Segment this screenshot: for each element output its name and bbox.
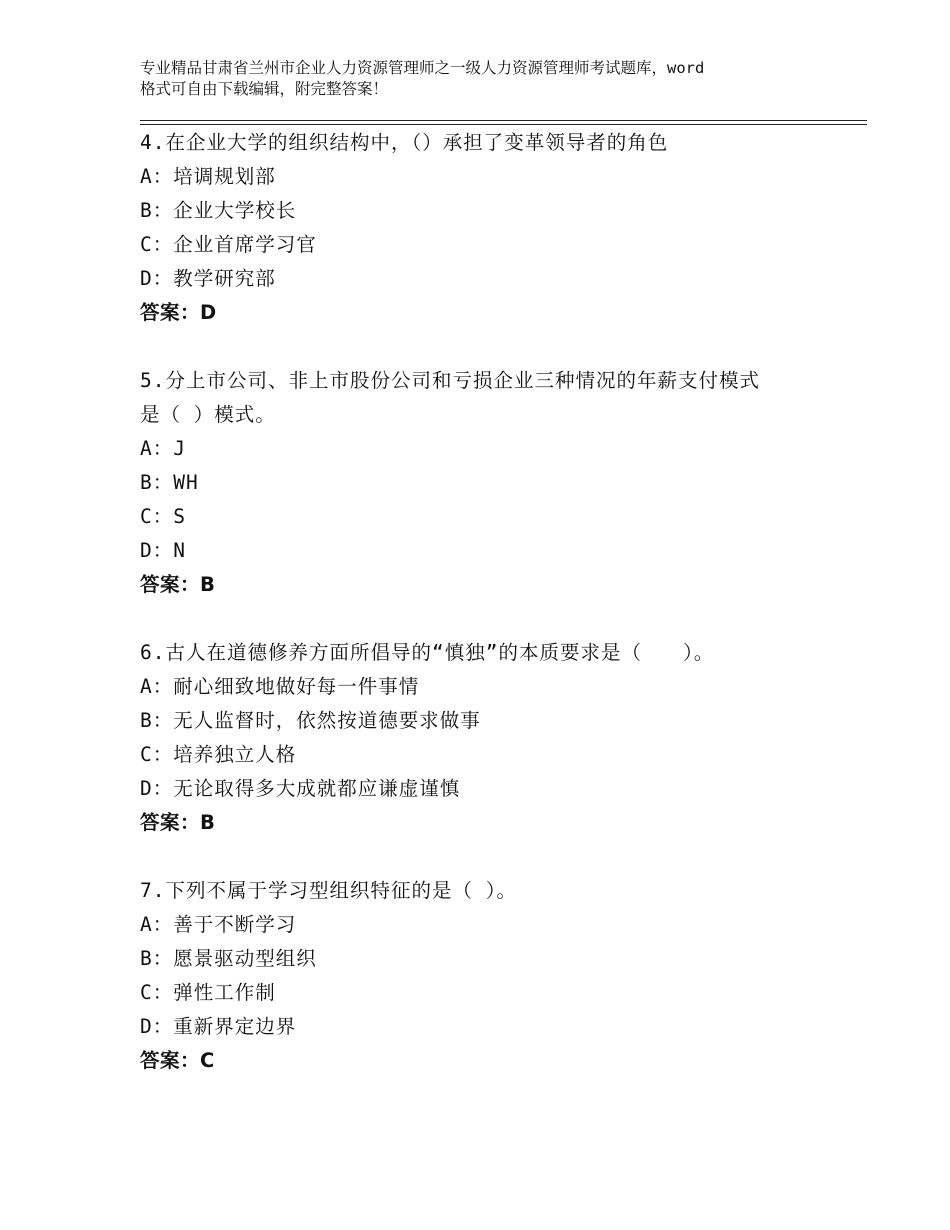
question-stem: 7.下列不属于学习型组织特征的是（ ）。 bbox=[140, 879, 517, 902]
question-5 bbox=[140, 364, 860, 602]
option-b: B：愿景驱动型组织 bbox=[140, 947, 317, 970]
option-a: A：培调规划部 bbox=[140, 165, 276, 188]
answer-label: 答案：C bbox=[140, 1049, 215, 1072]
option-c: C：弹性工作制 bbox=[140, 981, 276, 1004]
option-c: C：S bbox=[140, 505, 186, 528]
option-b: B：WH bbox=[140, 471, 199, 494]
option-a: A：耐心细致地做好每一件事情 bbox=[140, 675, 420, 698]
option-d: D：无论取得多大成就都应谦虚谨慎 bbox=[140, 777, 461, 800]
option-a: A：善于不断学习 bbox=[140, 913, 297, 936]
question-stem-continued: 是（ ）模式。 bbox=[140, 403, 276, 426]
option-d: D：教学研究部 bbox=[140, 267, 276, 290]
header-line-2: 格式可自由下载编辑，附完整答案！ bbox=[140, 80, 389, 98]
header-divider-bottom bbox=[140, 124, 867, 125]
question-list bbox=[140, 126, 860, 1078]
option-c: C：企业首席学习官 bbox=[140, 233, 317, 256]
question-7 bbox=[140, 874, 860, 1078]
question-4 bbox=[140, 126, 860, 330]
question-spacer bbox=[140, 840, 860, 874]
document-header bbox=[140, 58, 840, 100]
question-stem: 5.分上市公司、非上市股份公司和亏损企业三种情况的年薪支付模式 bbox=[140, 369, 760, 392]
answer-label: 答案：B bbox=[140, 573, 216, 596]
option-d: D：N bbox=[140, 539, 186, 562]
option-c: C：培养独立人格 bbox=[140, 743, 297, 766]
question-stem: 4.在企业大学的组织结构中，（）承担了变革领导者的角色 bbox=[140, 131, 669, 154]
option-d: D：重新界定边界 bbox=[140, 1015, 297, 1038]
option-a: A：J bbox=[140, 437, 186, 460]
question-stem: 6.古人在道德修养方面所倡导的“慎独”的本质要求是（ ）。 bbox=[140, 641, 715, 664]
option-b: B：无人监督时，依然按道德要求做事 bbox=[140, 709, 481, 732]
option-b: B：企业大学校长 bbox=[140, 199, 297, 222]
question-6 bbox=[140, 636, 860, 840]
question-spacer bbox=[140, 330, 860, 364]
question-spacer bbox=[140, 602, 860, 636]
answer-label: 答案：B bbox=[140, 811, 216, 834]
answer-label: 答案：D bbox=[140, 301, 217, 324]
header-divider-top bbox=[140, 120, 867, 121]
header-line-1: 专业精品甘肃省兰州市企业人力资源管理师之一级人力资源管理师考试题库，word bbox=[140, 59, 705, 77]
